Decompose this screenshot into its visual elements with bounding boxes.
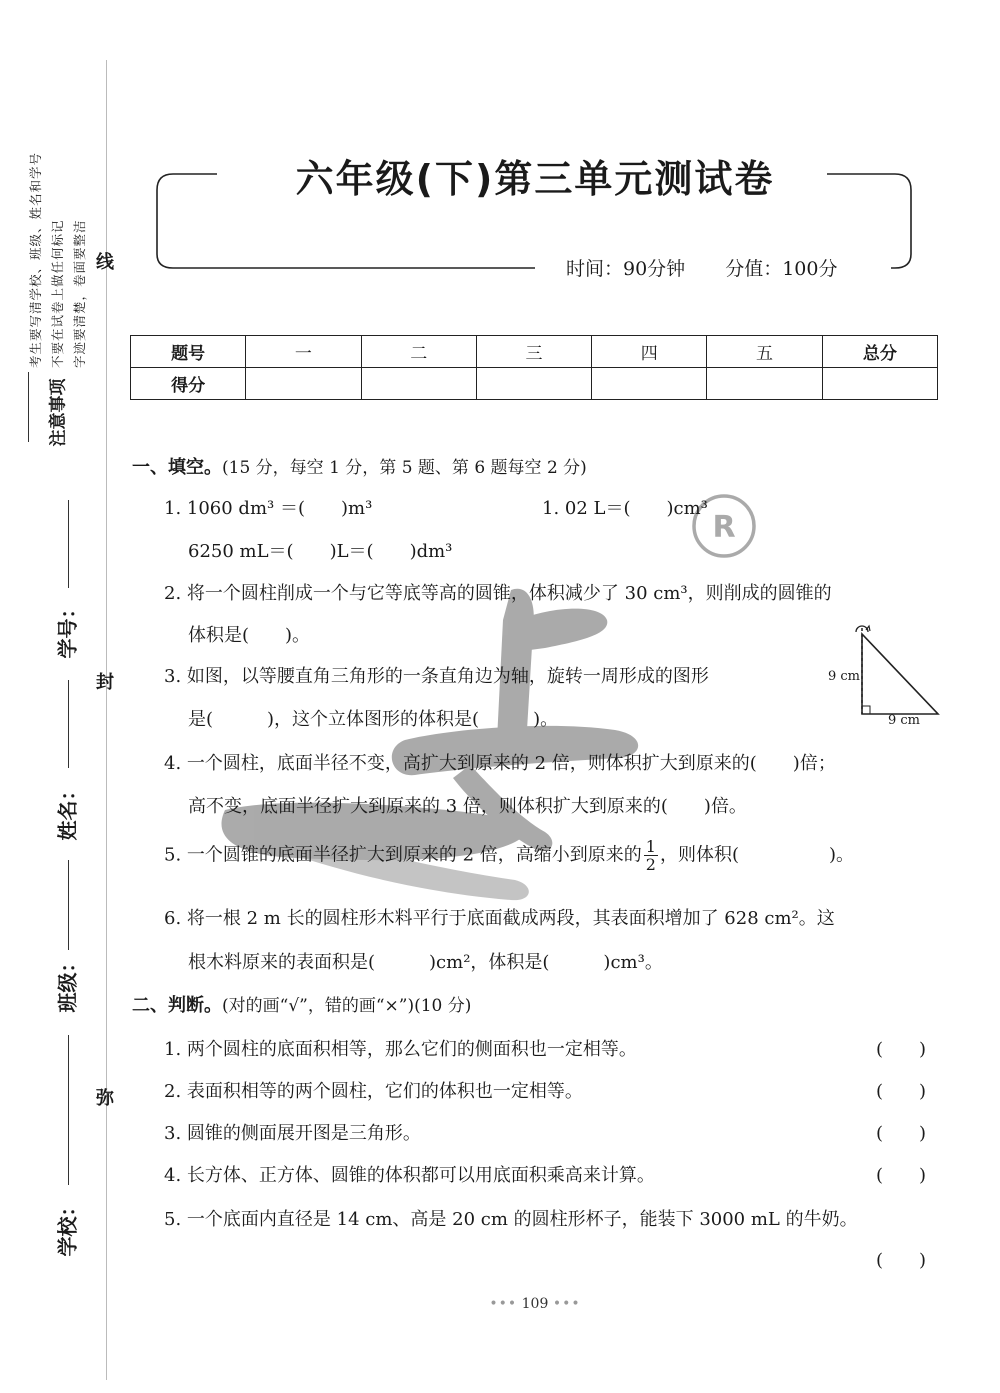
page-footer bbox=[470, 1296, 600, 1312]
footer-dots-left: ••• bbox=[489, 1296, 518, 1312]
note-line-2: 不要在试卷上做任何标记 bbox=[50, 219, 65, 368]
judge-item-1: 1. 两个圆柱的底面积相等，那么它们的侧面积也一定相等。 bbox=[164, 1039, 637, 1060]
section1-heading-line bbox=[132, 453, 587, 479]
score-table-header-cell: 一 bbox=[246, 336, 361, 368]
question-4-line1: 4. 一个圆柱，底面半径不变，高扩大到原来的 2 倍，则体积扩大到原来的( )倍； bbox=[164, 753, 836, 774]
field-line-banji bbox=[68, 860, 69, 950]
fraction-denominator: 2 bbox=[645, 855, 656, 874]
question-2-line2: 体积是( )。 bbox=[188, 625, 311, 646]
page-number: 109 bbox=[521, 1296, 549, 1312]
answer-paren[interactable]: ( ) bbox=[876, 1250, 927, 1271]
seal-char-mi: 弥 bbox=[96, 1088, 114, 1109]
score-table-header-row bbox=[131, 336, 938, 368]
field-label-xuexiao: 学校： bbox=[55, 1196, 80, 1257]
fraction-one-half bbox=[644, 838, 658, 873]
question-1c: 6250 mL＝( )L＝( )dm³ bbox=[188, 541, 453, 562]
score-table-score-row bbox=[131, 368, 938, 400]
seal-char-feng: 封 bbox=[96, 672, 114, 693]
judge-item-5: 5. 一个底面内直径是 14 cm、高是 20 cm 的圆柱形杯子，能装下 3000 mL 的牛奶。 bbox=[164, 1209, 858, 1230]
note-line-3: 字迹要清楚，卷面要整洁 bbox=[72, 219, 87, 368]
question-2-line1: 2. 将一个圆柱削成一个与它等底等高的圆锥，体积减少了 30 cm³，则削成的圆锥的 bbox=[164, 583, 832, 604]
question-5 bbox=[164, 838, 854, 873]
judge-item-4: 4. 长方体、正方体、圆锥的体积都可以用底面积乘高来计算。 bbox=[164, 1165, 655, 1186]
question-3-line1: 3. 如图，以等腰直角三角形的一条直角边为轴，旋转一周形成的图形 bbox=[164, 666, 709, 687]
question-5-part2: ，则体积( )。 bbox=[659, 844, 855, 866]
svg-text:R: R bbox=[712, 510, 736, 545]
score-cell[interactable] bbox=[707, 368, 822, 400]
field-line-xuehao bbox=[68, 500, 69, 588]
section2-note: (对的画“√”，错的画“×”)(10 分) bbox=[222, 996, 472, 1016]
field-line-xingming bbox=[68, 680, 69, 768]
question-6-line1: 6. 将一根 2 m 长的圆柱形木料平行于底面截成两段，其表面积增加了 628 cm²。这 bbox=[164, 908, 835, 929]
field-label-banji: 班级： bbox=[55, 952, 80, 1013]
score-table-row-label: 得分 bbox=[131, 368, 246, 400]
seal-char-xian: 线 bbox=[96, 252, 114, 273]
notes-box bbox=[22, 90, 90, 368]
score-table-header-cell: 三 bbox=[476, 336, 591, 368]
section1-heading: 一、填空。 bbox=[132, 457, 222, 478]
page-title: 六年级(下)第三单元测试卷 bbox=[295, 157, 775, 201]
notes-separator bbox=[28, 372, 29, 442]
question-4-line2: 高不变，底面半径扩大到原来的 3 倍，则体积扩大到原来的( )倍。 bbox=[188, 796, 747, 817]
question-5-part1: 5. 一个圆锥的底面半径扩大到原来的 2 倍，高缩小到原来的 bbox=[164, 844, 642, 866]
section1-note: (15 分，每空 1 分，第 5 题、第 6 题每空 2 分) bbox=[222, 458, 587, 478]
answer-paren[interactable]: ( ) bbox=[876, 1081, 927, 1102]
score-cell[interactable] bbox=[361, 368, 476, 400]
question-1a: 1. 1060 dm³ ＝( )m³ bbox=[164, 498, 373, 519]
answer-paren[interactable]: ( ) bbox=[876, 1123, 927, 1144]
notes-label: 注意事项 bbox=[48, 378, 69, 447]
score-table-header-cell: 总分 bbox=[822, 336, 937, 368]
score-cell[interactable] bbox=[592, 368, 707, 400]
score-table bbox=[130, 335, 938, 400]
exam-meta bbox=[566, 254, 877, 281]
score-cell[interactable] bbox=[476, 368, 591, 400]
exam-time: 时间：90分钟 bbox=[566, 258, 686, 280]
judge-item-2: 2. 表面积相等的两个圆柱，它们的体积也一定相等。 bbox=[164, 1081, 583, 1102]
score-cell[interactable] bbox=[822, 368, 937, 400]
field-label-xingming: 姓名： bbox=[55, 780, 80, 841]
score-table-header-cell: 二 bbox=[361, 336, 476, 368]
question-3-line2: 是( )，这个立体图形的体积是( )。 bbox=[188, 709, 559, 730]
question-6-line2: 根木料原来的表面积是( )cm²，体积是( )cm³。 bbox=[188, 952, 663, 973]
question-1b: 1. 02 L＝( )cm³ bbox=[542, 498, 708, 519]
score-cell[interactable] bbox=[246, 368, 361, 400]
footer-dots-right: ••• bbox=[552, 1296, 581, 1312]
score-table-header-cell: 四 bbox=[592, 336, 707, 368]
section2-heading: 二、判断。 bbox=[132, 995, 222, 1016]
score-table-header-cell: 五 bbox=[707, 336, 822, 368]
field-label-xuehao: 学号： bbox=[55, 598, 80, 659]
judge-item-3: 3. 圆锥的侧面展开图是三角形。 bbox=[164, 1123, 421, 1144]
fraction-numerator: 1 bbox=[645, 837, 656, 856]
exam-score-total: 分值：100分 bbox=[725, 258, 838, 280]
note-line-1: 考生要写清学校、班级、姓名和学号 bbox=[28, 151, 43, 368]
field-line-xuexiao bbox=[68, 1035, 69, 1185]
section2-heading-line bbox=[132, 991, 471, 1017]
triangle-label-height: 9 cm bbox=[828, 669, 861, 684]
answer-paren[interactable]: ( ) bbox=[876, 1039, 927, 1060]
score-table-header-cell: 题号 bbox=[131, 336, 246, 368]
triangle-label-base: 9 cm bbox=[888, 713, 921, 728]
answer-paren[interactable]: ( ) bbox=[876, 1165, 927, 1186]
